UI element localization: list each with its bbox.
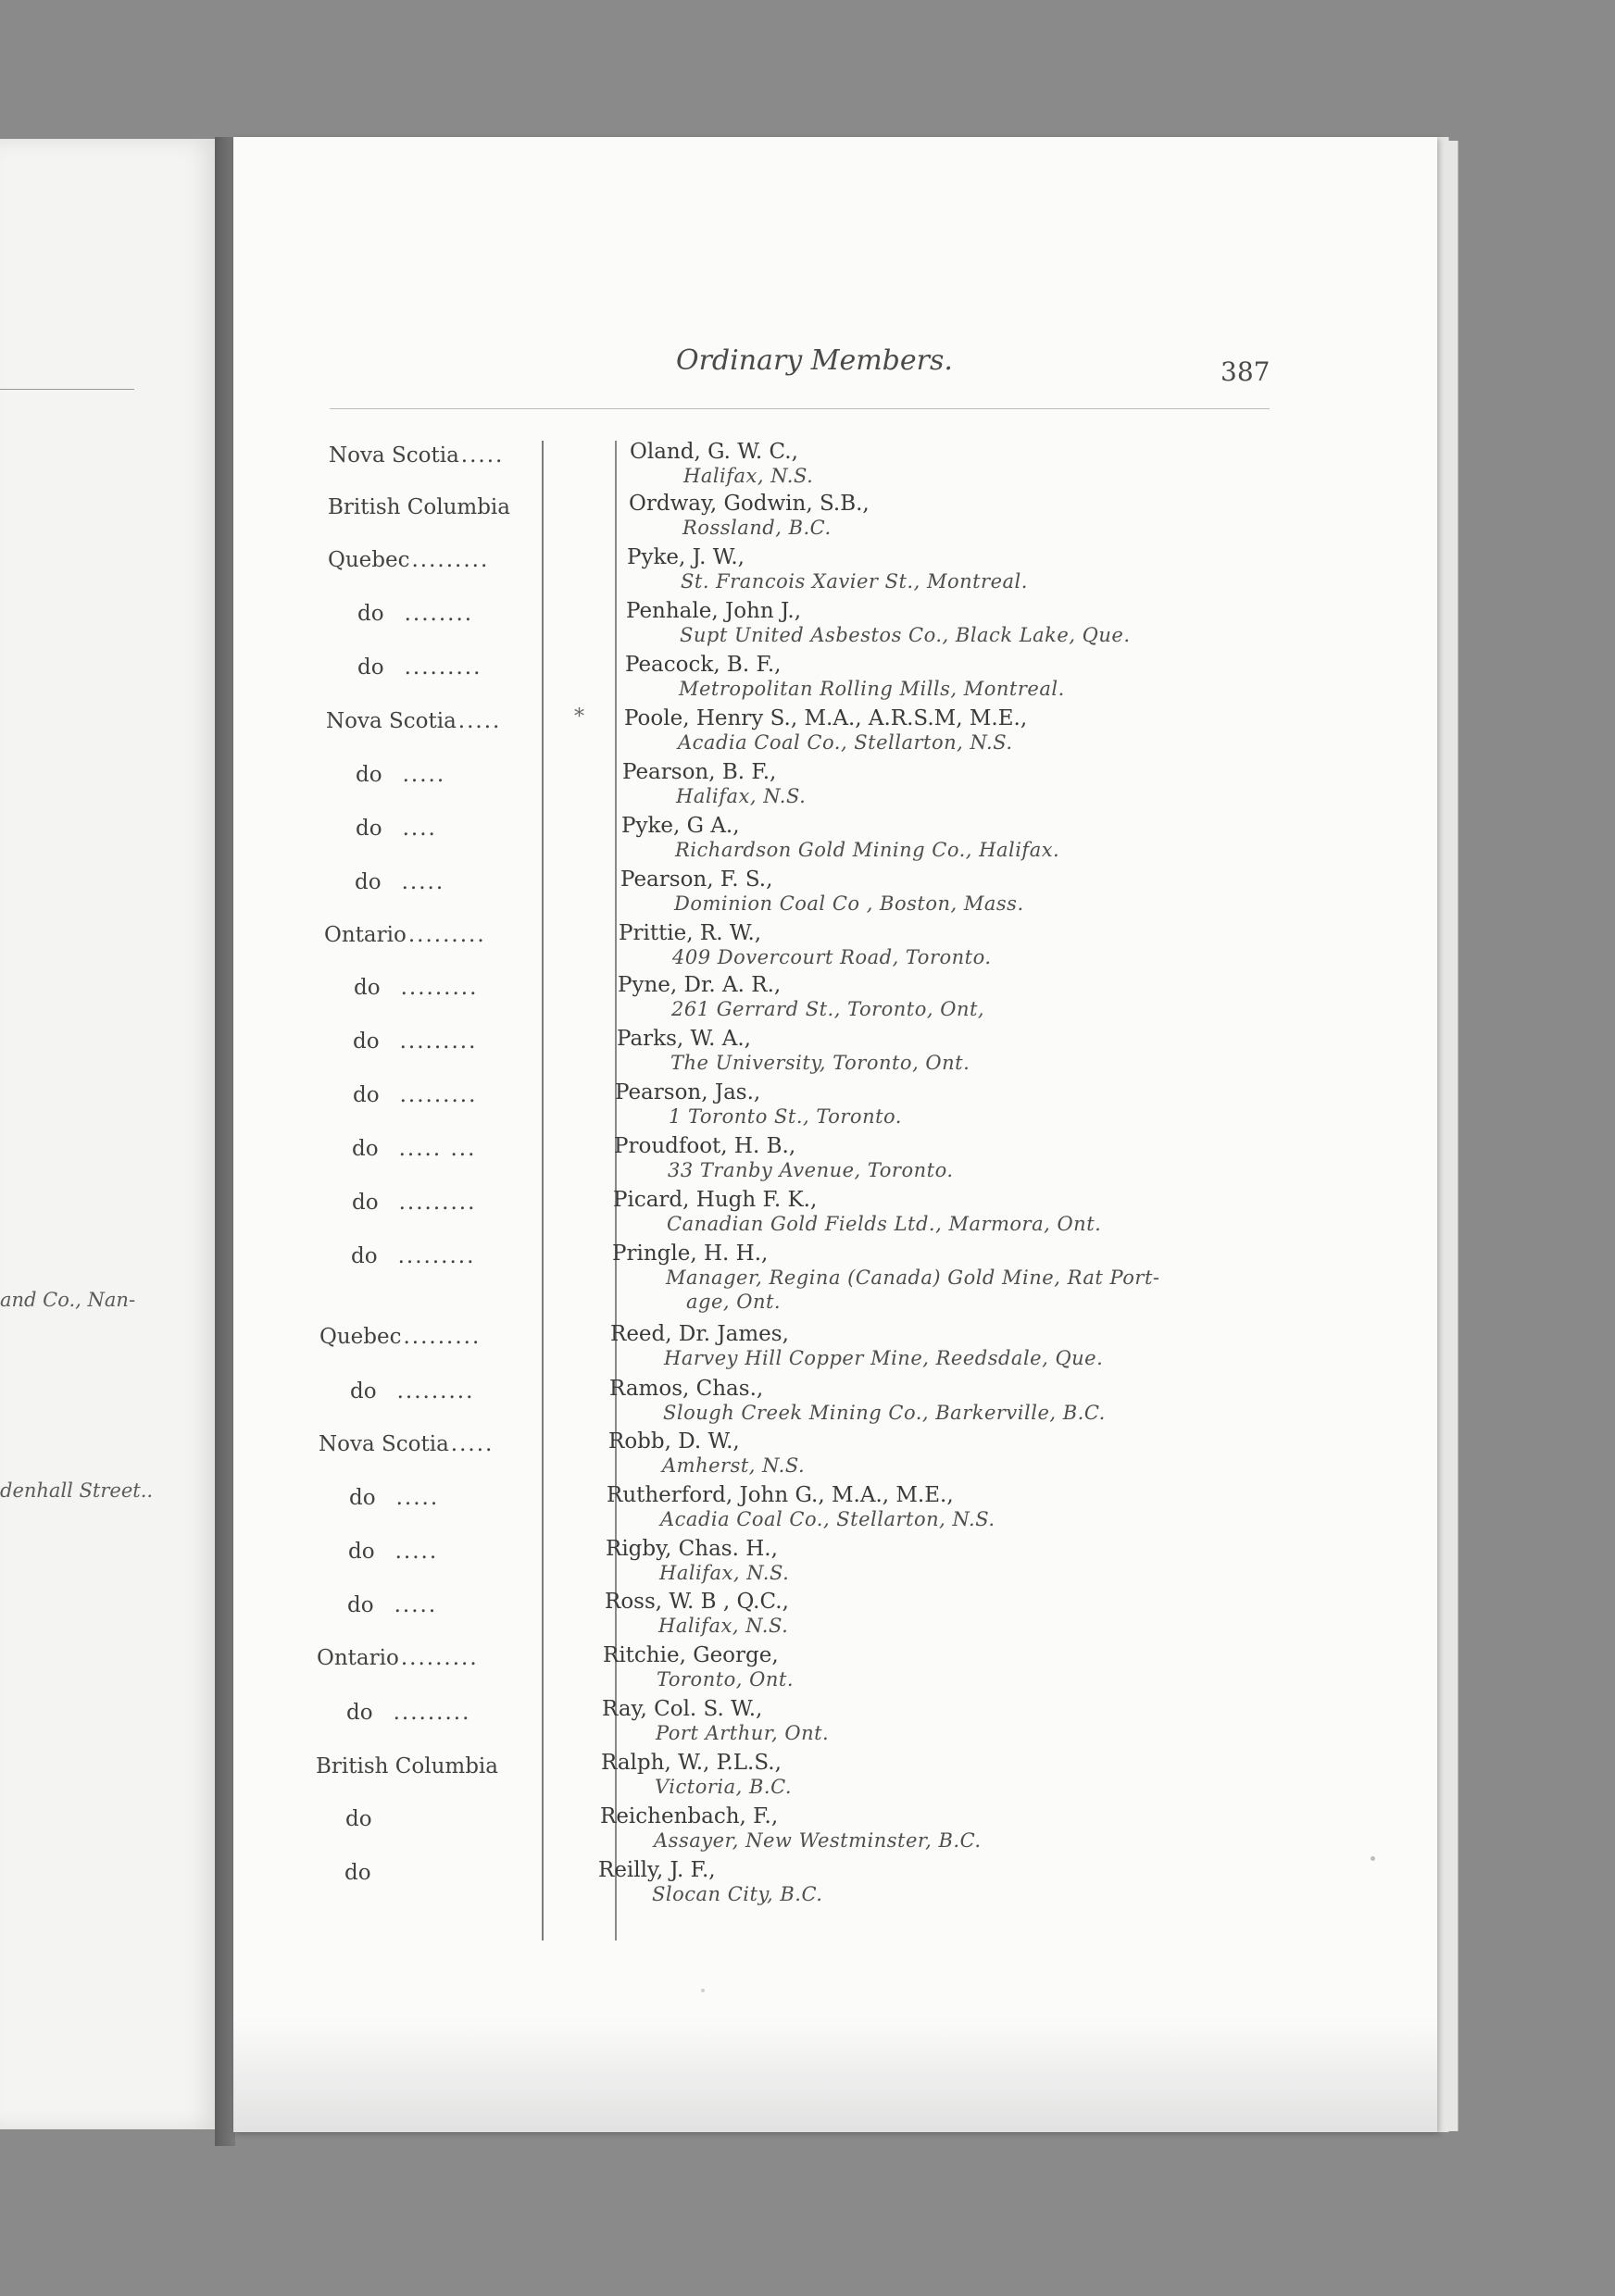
province-cell: [328, 546, 489, 574]
member-address: Metropolitan Rolling Mills, Montreal.: [679, 678, 1065, 700]
member-name: Ramos, Chas.,: [609, 1377, 764, 1401]
leader-dots: .........: [393, 1701, 471, 1725]
leader-dots: .........: [411, 548, 490, 572]
member-address: 409 Dovercourt Road, Toronto.: [672, 946, 992, 968]
province-label: do: [357, 602, 384, 626]
member-address: 261 Gerrard St., Toronto, Ont,: [671, 998, 985, 1020]
province-label: Nova Scotia: [326, 709, 457, 733]
province-cell: [316, 1753, 498, 1780]
member-address: Acadia Coal Co., Stellarton, N.S.: [678, 731, 1013, 754]
province-label: Ontario: [324, 923, 407, 947]
member-name: Pearson, B. F.,: [622, 760, 777, 784]
member-address: Manager, Regina (Canada) Gold Mine, Rat Port-: [666, 1267, 1160, 1289]
leader-dots: .....: [457, 709, 502, 733]
province-cell: [352, 1189, 476, 1217]
asterisk-mark: *: [574, 705, 584, 729]
left-facing-page: [0, 139, 222, 2129]
leader-dots: .....: [394, 1540, 439, 1564]
member-name: Oland, G. W. C.,: [630, 440, 798, 464]
province-label: do: [349, 1486, 376, 1510]
page-number: 387: [1221, 356, 1271, 387]
province-label: do: [353, 1029, 380, 1054]
header-rule: [330, 408, 1270, 409]
province-label: do: [354, 976, 381, 1000]
member-name: Picard, Hugh F. K.,: [613, 1188, 818, 1212]
leader-dots: .....: [450, 1432, 495, 1456]
province-cell: [352, 1135, 476, 1163]
leader-dots: .....: [402, 763, 446, 787]
province-cell: [349, 1484, 439, 1512]
member-address: Amherst, N.S.: [662, 1454, 806, 1477]
province-cell: [355, 868, 444, 896]
member-name: Ray, Col. S. W.,: [602, 1697, 763, 1721]
member-address: Halifax, N.S.: [676, 785, 807, 807]
member-address: Halifax, N.S.: [659, 1562, 790, 1584]
member-name: Pyke, G A.,: [621, 814, 740, 838]
member-name: Peacock, B. F.,: [625, 653, 782, 677]
member-name: Ritchie, George,: [603, 1643, 779, 1667]
member-name: Prittie, R. W.,: [619, 921, 762, 945]
province-label: Quebec: [328, 548, 410, 572]
member-address: The University, Toronto, Ont.: [670, 1052, 970, 1074]
member-name: Ordway, Godwin, S.B.,: [629, 492, 870, 516]
column-rule: [542, 441, 544, 1940]
leader-dots: .........: [397, 1244, 476, 1268]
member-address: 33 Tranby Avenue, Toronto.: [668, 1159, 954, 1181]
province-cell: [353, 1028, 477, 1055]
province-cell: [356, 815, 437, 842]
book-gutter: [215, 137, 235, 2146]
province-label: do: [352, 1191, 379, 1215]
province-label: do: [347, 1593, 374, 1617]
member-address: Slough Creek Mining Co., Barkerville, B.C.: [663, 1402, 1106, 1424]
province-label: British Columbia: [328, 495, 510, 519]
leader-dots: .........: [400, 976, 479, 1000]
leader-dots: .........: [399, 1083, 478, 1107]
province-label: do: [350, 1379, 377, 1404]
province-cell: [345, 1805, 372, 1833]
province-label: do: [355, 870, 382, 894]
leader-dots: .........: [399, 1029, 478, 1054]
province-cell: [328, 493, 510, 521]
member-address: Richardson Gold Mining Co., Halifax.: [675, 839, 1060, 861]
province-cell: [354, 974, 478, 1002]
member-name: Reilly, J. F.,: [598, 1858, 716, 1882]
province-label: Quebec: [319, 1325, 402, 1349]
province-label: do: [353, 1083, 380, 1107]
page-bottom-shadow: [233, 2018, 1437, 2132]
leader-dots: .....: [394, 1593, 438, 1617]
member-address: Port Arthur, Ont.: [656, 1722, 830, 1744]
leader-dots: .........: [398, 1191, 477, 1215]
member-name: Pringle, H. H.,: [612, 1242, 769, 1266]
member-address: Halifax, N.S.: [683, 465, 814, 487]
left-page-fragment: denhall Street..: [0, 1479, 154, 1502]
member-address: Slocan City, B.C.: [652, 1883, 823, 1905]
province-cell: [317, 1644, 479, 1672]
province-label: Ontario: [317, 1646, 399, 1670]
left-page-fragment: and Co., Nan-: [0, 1289, 136, 1311]
member-address: Rossland, B.C.: [682, 517, 832, 539]
leader-dots: ..... ...: [398, 1137, 477, 1161]
province-label: do: [357, 655, 384, 680]
member-name: Pearson, F. S.,: [620, 867, 773, 892]
leader-dots: .........: [407, 923, 486, 947]
member-name: Pearson, Jas.,: [615, 1080, 761, 1104]
running-head: Ordinary Members.: [676, 344, 953, 377]
member-name: Robb, D. W.,: [608, 1429, 740, 1454]
member-address: Assayer, New Westminster, B.C.: [654, 1829, 982, 1852]
province-label: do: [356, 763, 382, 787]
page-edge: [1448, 141, 1459, 2131]
member-address: Acadia Coal Co., Stellarton, N.S.: [660, 1508, 995, 1530]
member-name: Ross, W. B , Q.C.,: [605, 1590, 789, 1614]
province-cell: [351, 1242, 475, 1270]
member-name: Parks, W. A.,: [617, 1027, 751, 1051]
province-cell: [319, 1430, 494, 1458]
province-label: do: [345, 1807, 372, 1831]
member-address: Halifax, N.S.: [658, 1615, 789, 1637]
province-cell: [348, 1538, 438, 1566]
member-name: Reichenbach, F.,: [600, 1804, 779, 1828]
member-address: age, Ont.: [686, 1291, 782, 1313]
member-address: Toronto, Ont.: [657, 1668, 795, 1691]
province-label: do: [348, 1540, 375, 1564]
member-address: Supt United Asbestos Co., Black Lake, Que.: [680, 624, 1131, 646]
province-cell: [353, 1081, 477, 1109]
member-name: Pyne, Dr. A. R.,: [618, 973, 782, 997]
province-label: do: [344, 1861, 371, 1885]
leader-dots: .....: [395, 1486, 440, 1510]
member-address: Canadian Gold Fields Ltd., Marmora, Ont.: [667, 1213, 1102, 1235]
province-label: do: [356, 817, 382, 841]
paper-speck: [701, 1989, 705, 1992]
member-address: Victoria, B.C.: [655, 1776, 793, 1798]
province-label: do: [352, 1137, 379, 1161]
leader-dots: .........: [404, 655, 482, 680]
province-cell: [324, 921, 486, 949]
province-label: do: [351, 1244, 378, 1268]
province-cell: [357, 600, 473, 628]
province-label: Nova Scotia: [329, 443, 459, 468]
member-name: Proudfoot, H. B.,: [614, 1134, 796, 1158]
province-cell: [326, 707, 501, 735]
province-cell: [344, 1859, 371, 1887]
province-label: British Columbia: [316, 1754, 498, 1778]
member-name: Rutherford, John G., M.A., M.E.,: [607, 1483, 954, 1507]
province-cell: [357, 654, 482, 681]
leader-dots: .........: [396, 1379, 475, 1404]
member-address: Dominion Coal Co , Boston, Mass.: [674, 892, 1024, 915]
leader-dots: ........: [404, 602, 474, 626]
member-name: Ralph, W., P.L.S.,: [601, 1751, 782, 1775]
left-page-rule: [0, 389, 134, 390]
province-label: do: [346, 1701, 373, 1725]
member-address: Harvey Hill Copper Mine, Reedsdale, Que.: [664, 1347, 1104, 1369]
province-cell: [347, 1591, 437, 1619]
province-cell: [329, 442, 504, 469]
paper-speck: [1371, 1856, 1375, 1861]
province-cell: [356, 761, 445, 789]
member-address: 1 Toronto St., Toronto.: [669, 1105, 902, 1128]
member-name: Reed, Dr. James,: [610, 1322, 789, 1346]
member-name: Pyke, J. W.,: [627, 545, 745, 569]
leader-dots: .....: [401, 870, 445, 894]
province-cell: [350, 1378, 474, 1405]
member-name: Penhale, John J.,: [626, 599, 802, 623]
leader-dots: .........: [400, 1646, 479, 1670]
leader-dots: .........: [403, 1325, 482, 1349]
leader-dots: .....: [460, 443, 505, 468]
member-name: Poole, Henry S., M.A., A.R.S.M, M.E.,: [624, 706, 1028, 730]
member-address: St. Francois Xavier St., Montreal.: [681, 570, 1028, 593]
province-label: Nova Scotia: [319, 1432, 449, 1456]
province-cell: [346, 1699, 470, 1727]
member-name: Rigby, Chas. H.,: [606, 1537, 778, 1561]
leader-dots: ....: [402, 817, 437, 841]
province-cell: [319, 1323, 481, 1351]
